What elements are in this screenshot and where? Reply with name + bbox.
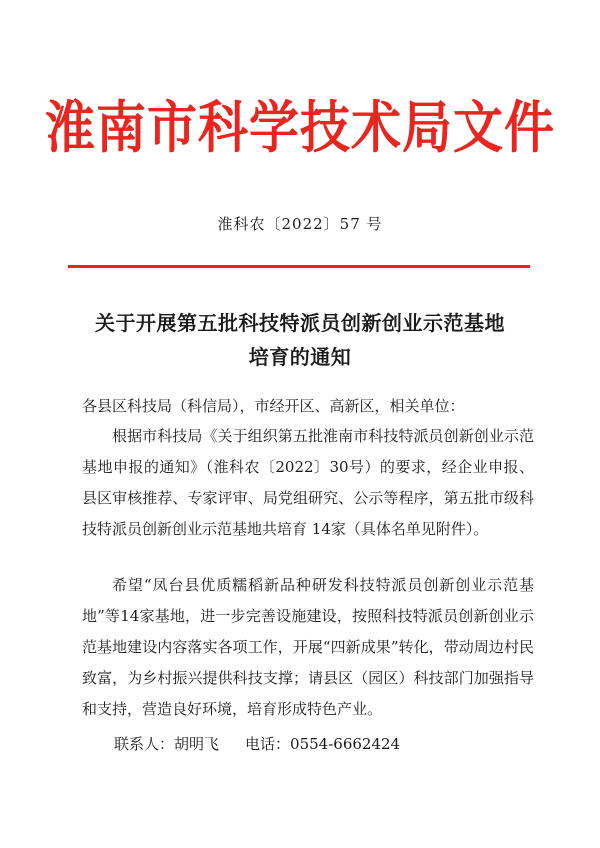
contact-person-label: 联系人： bbox=[114, 735, 175, 753]
salutation: 各县区科技局（科信局），市经开区、高新区，相关单位： bbox=[82, 397, 465, 415]
red-divider-line bbox=[68, 265, 530, 268]
body-paragraph-1: 根据市科技局《关于组织第五批淮南市科技特派员创新创业示范基地申报的通知》（淮科农〔2022〕30号）的要求，经企业申报、县区审核推荐、专家评审、局党组研究、公示等程序，第五批市级科技特派员创新创业示范基地共培育 14家（具体名单见附件）。 bbox=[82, 427, 534, 538]
document-number: 淮科农〔2022〕57 号 bbox=[217, 215, 383, 233]
notice-title-line1: 关于开展第五批科技特派员创新创业示范基地 bbox=[95, 311, 505, 335]
notice-title bbox=[60, 306, 540, 374]
body-paragraph-2: 希望“凤台县优质糯稻新品种研发科技特派员创新创业示范基地”等14家基地，进一步完善设施建设，按照科技特派员创新创业示范基地建设内容落实各项工作，开展“四新成果”转化，带动周边村民致富，为乡村振兴提供科技支撑；请县区（园区）科技部门加强指导和支持，营造良好环境，培育形成特色产业。 bbox=[82, 576, 534, 718]
notice-title-line2: 培育的通知 bbox=[248, 345, 352, 369]
contact-phone-label: 电话： bbox=[245, 735, 291, 753]
masthead-title: 淮南市科学技术局文件 bbox=[45, 95, 555, 161]
contact-person-name: 胡明飞 bbox=[174, 735, 220, 753]
contact-line bbox=[114, 733, 400, 754]
contact-phone-number: 0554-6662424 bbox=[290, 735, 401, 753]
